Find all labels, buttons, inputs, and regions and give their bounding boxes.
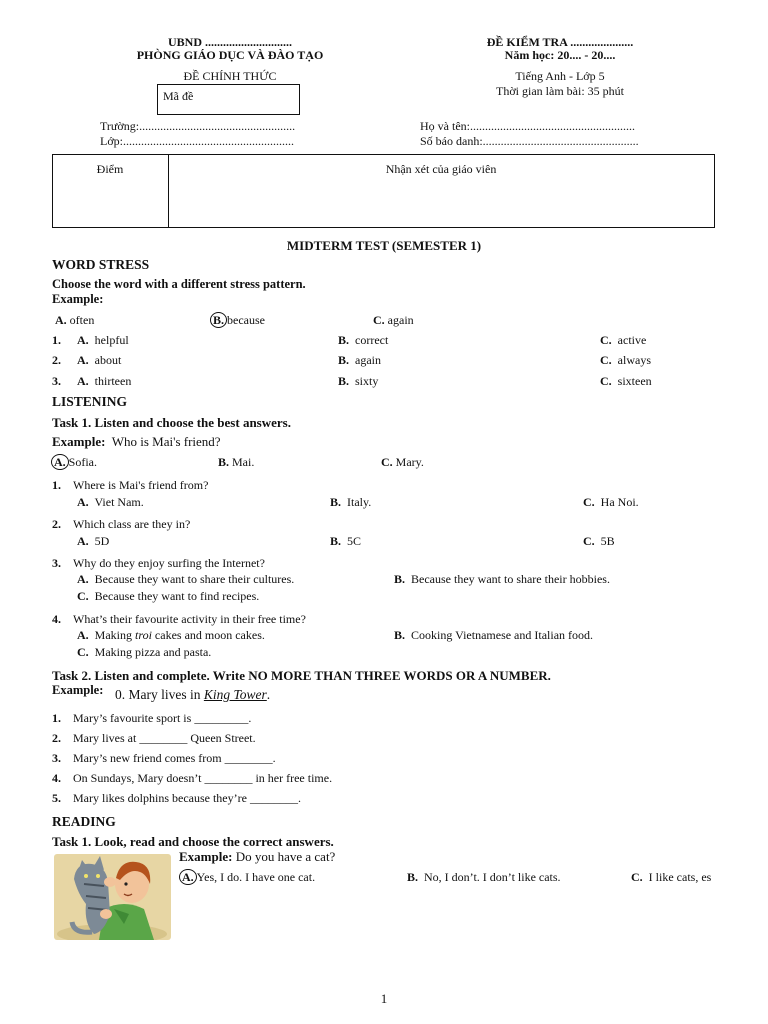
- section-listening: LISTENING: [52, 394, 128, 409]
- ws-q1-c[interactable]: C. active: [600, 333, 647, 347]
- rt1-example-c: C. I like cats, es: [631, 870, 712, 884]
- lt1-q1-a[interactable]: A. Viet Nam.: [77, 495, 144, 509]
- listening-task2-title: Task 2. Listen and complete. Write NO MORE THAN THREE WORDS OR A NUMBER.: [52, 668, 551, 683]
- circled-answer: B.: [210, 312, 227, 328]
- ws-q3-a[interactable]: A. thirteen: [77, 374, 132, 388]
- score-label: Điểm: [96, 162, 124, 176]
- lt1-example-c: C. Mary.: [381, 455, 424, 469]
- ws-example-b: B. because: [210, 312, 265, 328]
- header-department: PHÒNG GIÁO DỤC VÀ ĐÀO TẠO: [136, 48, 324, 62]
- field-name[interactable]: Họ và tên:.......................................................: [420, 119, 635, 133]
- blank-2[interactable]: ________: [139, 731, 188, 745]
- lt1-q1-b[interactable]: B. Italy.: [330, 495, 372, 509]
- field-class[interactable]: Lớp:.........................................................: [100, 134, 295, 148]
- header-duration: Thời gian làm bài: 35 phút: [496, 84, 624, 98]
- blank-1[interactable]: _________: [194, 711, 249, 725]
- circled-answer: A.: [179, 869, 197, 885]
- lt1-q4-a[interactable]: A. Making troi cakes and moon cakes.: [77, 628, 265, 642]
- lt1-q3-a[interactable]: A. Because they want to share their cultures.: [77, 572, 295, 586]
- ws-example-c: C. again: [373, 313, 414, 327]
- lt1-q1-c[interactable]: C. Ha Noi.: [583, 495, 639, 509]
- ws-q3-c[interactable]: C. sixteen: [600, 374, 652, 388]
- blank-4[interactable]: ________: [204, 771, 253, 785]
- section-reading: READING: [52, 814, 116, 829]
- lt1-q2-a[interactable]: A. 5D: [77, 534, 110, 548]
- lt1-q3-c[interactable]: C. Because they want to find recipes.: [77, 589, 260, 603]
- ws-q2-c[interactable]: C. always: [600, 353, 651, 367]
- lt2-item-2: 2. Mary lives at ________ Queen Street.: [52, 731, 256, 745]
- lt2-item-5: 5. Mary likes dolphins because they’re ________.: [52, 791, 301, 805]
- header-school-year: Năm học: 20.... - 20....: [504, 48, 616, 62]
- header-exam-title: ĐỀ KIỂM TRA .....................: [486, 35, 634, 49]
- lt2-item-1: 1. Mary’s favourite sport is _________.: [52, 711, 252, 725]
- field-school[interactable]: Trường:....................................................: [100, 119, 296, 133]
- blank-3[interactable]: ________: [224, 751, 273, 765]
- listening-task1-title: Task 1. Listen and choose the best answers.: [52, 415, 291, 430]
- rt1-example-b: B. No, I don’t. I don’t like cats.: [407, 870, 561, 884]
- teacher-comment-label: Nhận xét của giáo viên: [385, 162, 497, 176]
- lt1-example-a: A. Sofia.: [51, 454, 97, 470]
- listening-task1-example: Example: Who is Mai's friend?: [52, 434, 221, 449]
- boy-holding-cat-illustration: [54, 854, 171, 940]
- reading-task1-title: Task 1. Look, read and choose the correct answers.: [52, 834, 334, 849]
- page-title: MIDTERM TEST (SEMESTER 1): [286, 238, 482, 253]
- lt1-q2-b[interactable]: B. 5C: [330, 534, 362, 548]
- word-stress-example-label: Example:: [52, 292, 104, 306]
- ws-q3-b[interactable]: B. sixty: [338, 374, 379, 388]
- blank-5[interactable]: ________: [249, 791, 298, 805]
- lt1-example-b: B. Mai.: [218, 455, 255, 469]
- ws-q2-a[interactable]: A. about: [77, 353, 122, 367]
- rt1-example-a: A. Yes, I do. I have one cat.: [179, 869, 315, 885]
- lt1-q4-c[interactable]: C. Making pizza and pasta.: [77, 645, 212, 659]
- circled-answer: A.: [51, 454, 69, 470]
- header-official: ĐỀ CHÍNH THỨC: [183, 69, 277, 83]
- lt2-item-4: 4. On Sundays, Mary doesn’t ________ in her free time.: [52, 771, 333, 785]
- ws-q1-a[interactable]: A. helpful: [77, 333, 129, 347]
- listening-task2-example-label: Example:: [52, 683, 104, 697]
- lt1-q3-b[interactable]: B. Because they want to share their hobbies.: [394, 572, 610, 586]
- reading-task1-example: Example: Do you have a cat?: [179, 849, 336, 864]
- listening-task2-example: 0. Mary lives in King Tower.: [115, 687, 271, 702]
- exam-code-label: Mã đề: [163, 89, 194, 103]
- example-answer: King Tower: [203, 687, 267, 702]
- ws-example-a: A. often: [55, 313, 95, 327]
- lt2-item-3: 3. Mary’s new friend comes from ________.: [52, 751, 276, 765]
- field-id[interactable]: Số báo danh:....................................................: [420, 134, 639, 148]
- lt1-q2-c[interactable]: C. 5B: [583, 534, 615, 548]
- header-ubnd: UBND .............................: [167, 35, 292, 49]
- ws-q1-b[interactable]: B. correct: [338, 333, 389, 347]
- header-subject: Tiếng Anh - Lớp 5: [515, 69, 605, 83]
- ws-q2-b[interactable]: B. again: [338, 353, 382, 367]
- word-stress-instruction: Choose the word with a different stress pattern.: [52, 277, 306, 291]
- page-number: 1: [380, 991, 388, 1006]
- section-word-stress: WORD STRESS: [52, 257, 150, 272]
- lt1-q4-b[interactable]: B. Cooking Vietnamese and Italian food.: [394, 628, 594, 642]
